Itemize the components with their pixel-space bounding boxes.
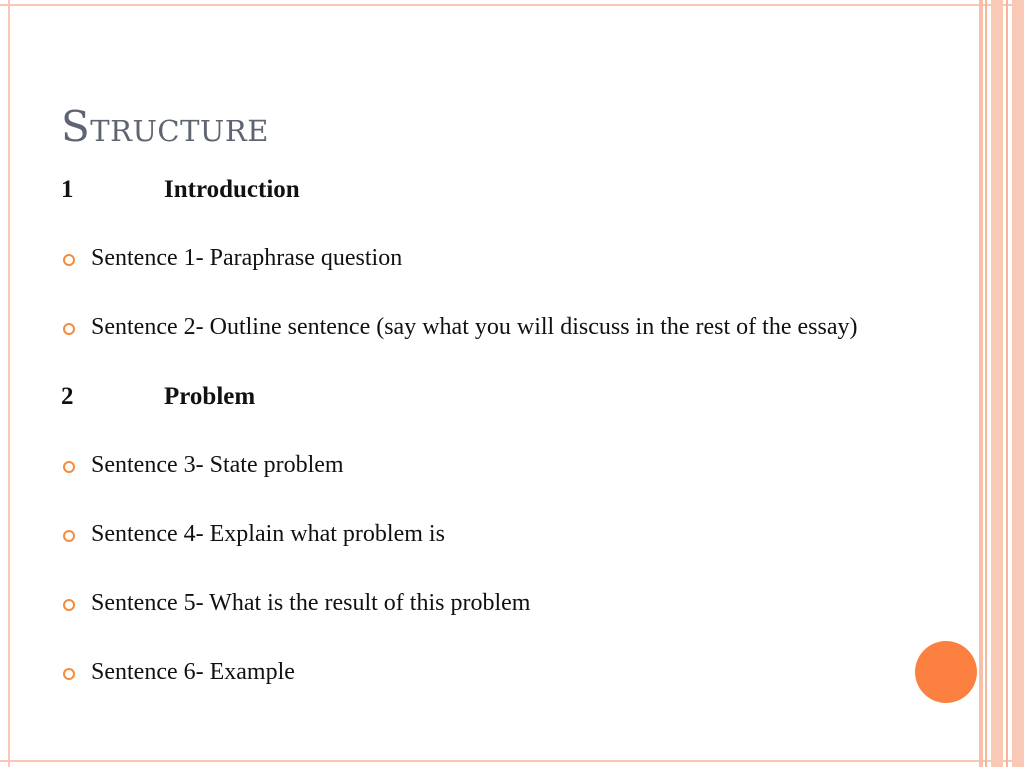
list-item xyxy=(61,452,901,479)
circle-bullet-icon xyxy=(63,599,75,611)
list-item xyxy=(61,521,901,548)
frame-top-border xyxy=(0,0,1024,6)
slide-title: Structure xyxy=(61,102,269,151)
stripe xyxy=(1012,0,1024,767)
list-item xyxy=(61,314,901,341)
list-item xyxy=(61,245,901,272)
section-title: Problem xyxy=(164,383,256,410)
frame-bottom-border xyxy=(0,760,1024,767)
list-item-text: Sentence 2- Outline sentence (say what you will discuss in the rest of the essay) xyxy=(91,314,858,340)
frame-left-border xyxy=(0,0,10,767)
circle-bullet-icon xyxy=(63,668,75,680)
stripe xyxy=(1006,0,1008,767)
list-item-text: Sentence 6- Example xyxy=(91,659,295,685)
list-item xyxy=(61,590,901,617)
circle-bullet-icon xyxy=(63,323,75,335)
slide-content xyxy=(61,176,901,728)
list-item xyxy=(61,659,901,686)
stripe xyxy=(979,0,983,767)
list-item-text: Sentence 4- Explain what problem is xyxy=(91,521,445,547)
section-title: Introduction xyxy=(164,176,300,203)
list-item-text: Sentence 5- What is the result of this problem xyxy=(91,590,531,616)
circle-bullet-icon xyxy=(63,461,75,473)
list-item-text: Sentence 1- Paraphrase question xyxy=(91,245,403,271)
stripe xyxy=(985,0,987,767)
circle-bullet-icon xyxy=(63,530,75,542)
list-item-text: Sentence 3- State problem xyxy=(91,452,344,478)
decorative-stripes xyxy=(979,0,1024,767)
section-number: 1 xyxy=(61,176,74,203)
section-heading-introduction xyxy=(61,176,901,203)
circle-bullet-icon xyxy=(63,254,75,266)
decorative-orange-circle xyxy=(915,641,977,703)
stripe xyxy=(991,0,1003,767)
section-heading-problem xyxy=(61,383,901,410)
section-number: 2 xyxy=(61,383,74,410)
